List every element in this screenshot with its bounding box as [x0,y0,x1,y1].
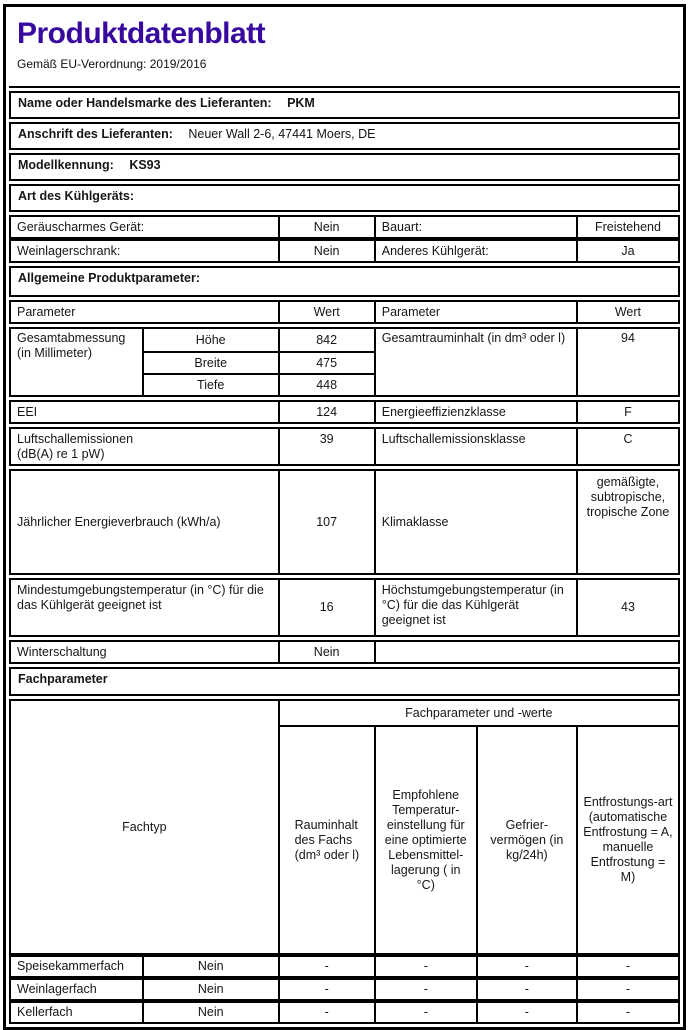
header-section [9,10,680,88]
fach-row-value: - [374,1003,476,1022]
supplier-row [9,91,680,119]
dimension-width-value: 475 [278,351,374,373]
fach-row-value: - [476,980,576,999]
fach-row-value: - [576,957,678,976]
param-header-1: Parameter [17,304,76,319]
type-row-1 [9,215,680,239]
model-value: KS93 [129,158,161,172]
dimension-height-value: 842 [278,329,374,351]
fach-row-kellerfach [9,1001,680,1024]
energy-class-label: Energieeffizienzklasse [374,402,576,422]
fach-row-present: Nein [142,1003,278,1022]
dimension-depth-label: Tiefe [142,373,278,395]
fach-row-name: Kellerfach [17,1005,73,1019]
winter-switch-value: Nein [278,642,374,662]
fach-row-value: - [374,980,476,999]
noise-class-label: Luftschallemissionsklasse [374,429,576,464]
annual-consumption-row [9,469,680,575]
address-row [9,122,680,150]
type-row-2-value-left: Nein [278,241,374,261]
param-header-row [9,300,680,324]
fach-row-speisekammerfach [9,955,680,978]
type-row-1-value-right: Freistehend [576,217,678,237]
product-datasheet [3,4,686,1030]
ambient-temperature-row [9,578,680,637]
address-label: Anschrift des Lieferanten: [18,127,173,141]
max-temp-label: Höchstumgebungstemperatur (in °C) für die das Kühlgerät geeignet ist [374,580,576,635]
climate-class-label: Klimaklasse [374,471,576,573]
annual-consumption-label: Jährlicher Energieverbrauch (kWh/a) [17,514,221,529]
fach-row-value: - [374,957,476,976]
energy-class-value: F [576,402,678,422]
fach-row-name: Speisekammerfach [17,959,124,973]
fach-col-header-defrost: Entfrostungs-art (automatische Entfrostung = A, manuelle Entfrostung = M) [576,725,678,953]
fach-row-present: Nein [142,957,278,976]
noise-label [11,429,278,464]
type-row-2-label-left: Weinlagerschrank: [17,243,121,258]
type-row-1-label-right: Bauart: [374,217,576,237]
climate-class-value: gemäßigte, subtropische, tropische Zone [576,471,678,573]
supplier-label: Name oder Handelsmarke des Lieferanten: [18,96,272,110]
fach-row-name: Weinlagerfach [17,982,97,996]
type-row-1-value-left: Nein [278,217,374,237]
fach-section-label: Fachparameter [18,672,108,686]
dimensions-label: Gesamtabmessung (in Millimeter) [17,331,126,360]
type-row-2-value-right: Ja [576,241,678,261]
fach-section-row [9,667,680,696]
model-label: Modellkennung: [18,158,114,172]
min-temp-label: Mindestumgebungstemperatur (in °C) für die das Kühlgerät geeignet ist [17,583,264,612]
fachtyp-header: Fachtyp [122,819,167,834]
fach-row-value: - [476,1003,576,1022]
fach-group-header: Fachparameter und -werte [278,701,678,725]
fach-row-present: Nein [142,980,278,999]
noise-class-value: C [576,429,678,464]
fach-table-header [9,699,680,955]
type-row-1-label-left: Geräuscharmes Gerät: [17,219,145,234]
type-row-2-label-right: Anderes Kühlgerät: [374,241,576,261]
dimension-height-label: Höhe [142,329,278,351]
fach-col-header-volume: Rauminhalt des Fachs (dm³ oder l) [278,725,374,953]
fach-row-weinlagerfach [9,978,680,1001]
fach-row-value: - [278,957,374,976]
general-section-label: Allgemeine Produktparameter: [18,271,200,285]
noise-row [9,427,680,466]
eei-row [9,400,680,424]
dimensions-block [9,327,680,397]
max-temp-value: 43 [576,580,678,635]
fach-row-value: - [278,980,374,999]
winter-switch-empty [374,642,678,662]
winter-switch-row [9,640,680,664]
address-value: Neuer Wall 2-6, 47441 Moers, DE [188,127,376,141]
supplier-value: PKM [287,96,315,110]
general-section-row [9,266,680,297]
min-temp-value: 16 [278,580,374,635]
fach-col-header-freezing: Gefrier-vermögen (in kg/24h) [476,725,576,953]
fach-row-value: - [576,980,678,999]
page-subtitle: Gemäß EU-Verordnung: 2019/2016 [17,57,207,71]
param-header-3: Parameter [374,302,576,322]
page-title: Produktdatenblatt [17,17,266,50]
noise-label-line1: Luftschallemissionen [17,432,134,446]
eei-label: EEI [17,404,38,419]
param-header-4: Wert [576,302,678,322]
type-section-label: Art des Kühlgeräts: [18,189,134,203]
winter-switch-label: Winterschaltung [17,644,107,659]
fach-row-value: - [476,957,576,976]
model-row [9,153,680,181]
noise-label-line2: (dB(A) re 1 pW) [17,447,105,461]
total-volume-label: Gesamtrauminhalt (in dm³ oder l) [374,329,576,395]
fach-row-value: - [576,1003,678,1022]
total-volume-value: 94 [576,329,678,395]
noise-value: 39 [278,429,374,464]
dimension-depth-value: 448 [278,373,374,395]
type-section-row [9,184,680,212]
dimension-width-label: Breite [142,351,278,373]
fach-col-header-temperature: Empfohlene Temperatur-einstellung für eine optimierte Lebensmittel-lagerung ( in °C) [374,725,476,953]
annual-consumption-value: 107 [278,471,374,573]
param-header-2: Wert [278,302,374,322]
fach-row-value: - [278,1003,374,1022]
type-row-2 [9,239,680,263]
eei-value: 124 [278,402,374,422]
